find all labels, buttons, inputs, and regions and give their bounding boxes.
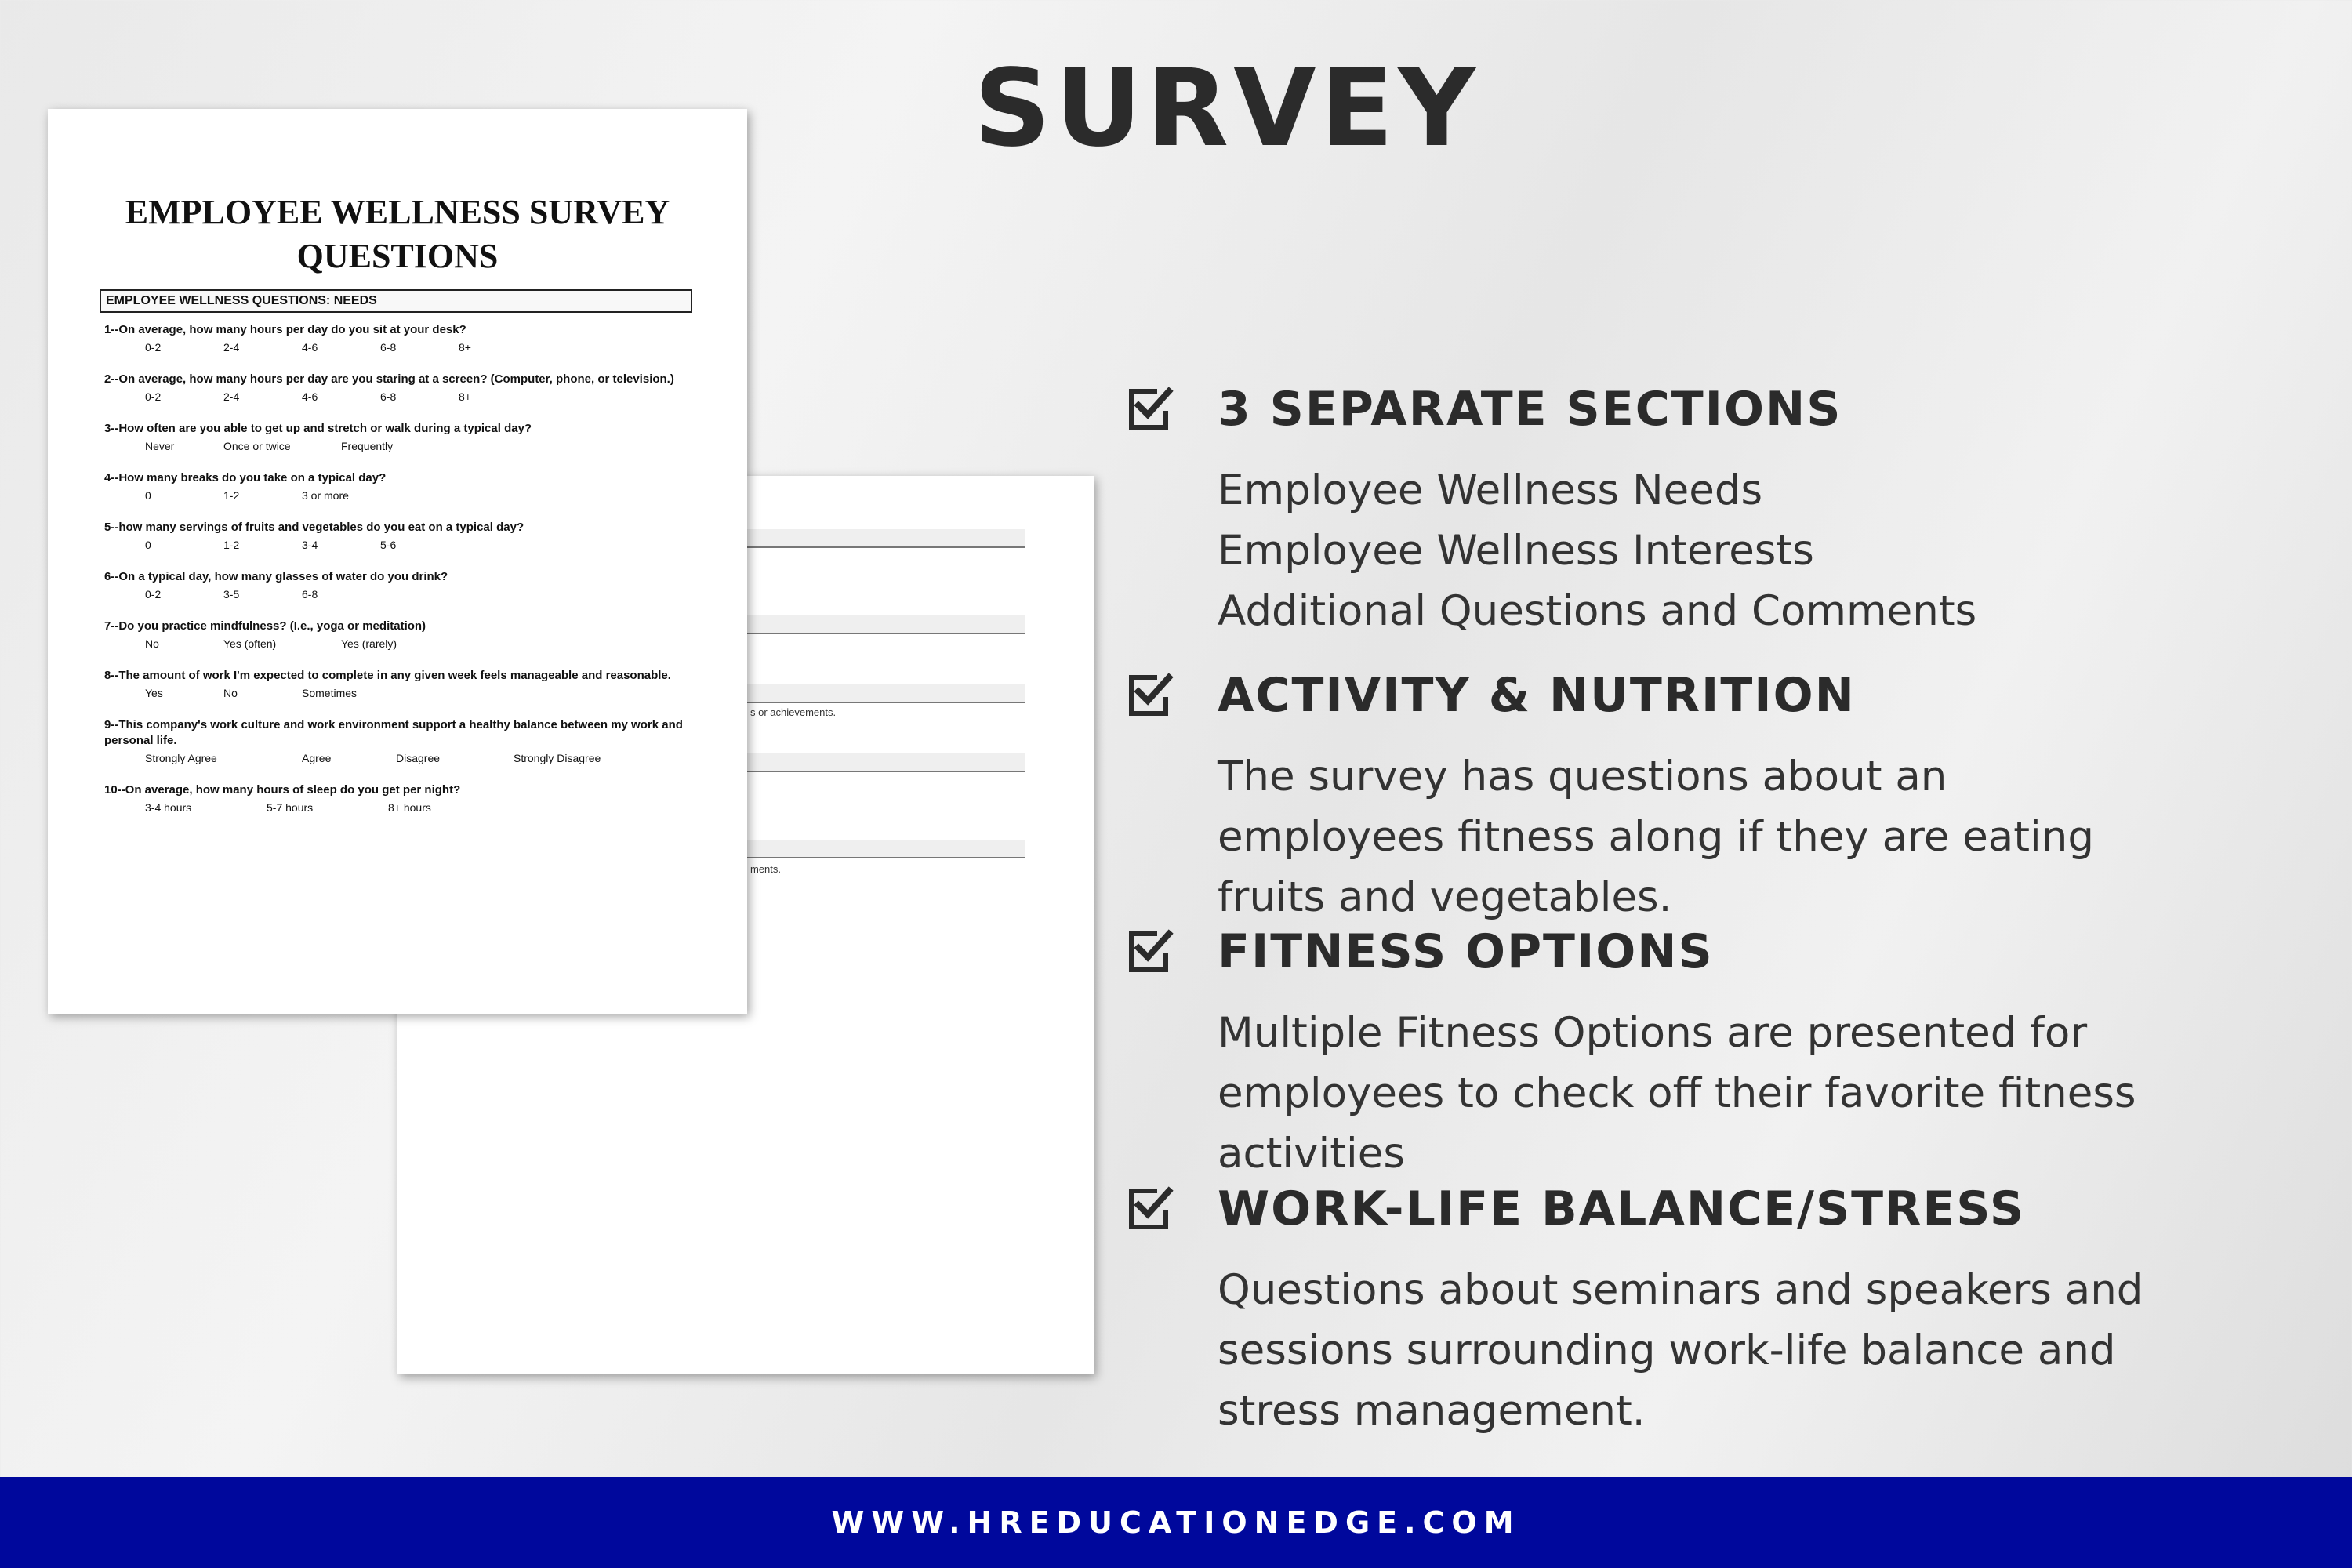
feature-description-line: employees fitness along if they are eating (1218, 813, 2095, 861)
website-url: WWW.HREDUCATIONEDGE.COM (831, 1505, 1521, 1540)
survey-question (104, 322, 700, 355)
answer-option: Strongly Disagree (514, 752, 601, 764)
feature-description-line: Employee Wellness Needs (1218, 466, 1763, 514)
answer-options (104, 636, 700, 652)
checkbox-checked-icon (1126, 927, 1174, 975)
survey-question (104, 372, 700, 405)
answer-option: 8+ (459, 390, 471, 403)
feature-title: 3 SEPARATE SECTIONS (1218, 382, 1842, 437)
feature-title: FITNESS OPTIONS (1218, 924, 1714, 979)
answer-option: 2-4 (223, 341, 240, 354)
answer-option: Sometimes (302, 687, 358, 699)
question-list (104, 322, 700, 832)
answer-option: Yes (often) (223, 637, 277, 650)
checkbox-checked-icon (1126, 1184, 1174, 1232)
feature-description-line: Questions about seminars and speakers and (1218, 1266, 2143, 1314)
feature-description-line: stress management. (1218, 1387, 1646, 1435)
survey-question (104, 717, 700, 766)
feature-description-line: Employee Wellness Interests (1218, 527, 1814, 575)
answer-option: 3 or more (302, 489, 349, 502)
answer-option: 5-6 (380, 539, 397, 551)
question-text: 6--On a typical day, how many glasses of water do you drink? (104, 570, 448, 583)
checkbox-checked-icon (1126, 670, 1174, 719)
answer-option: 1-2 (223, 489, 240, 502)
feature-title: WORK-LIFE BALANCE/STRESS (1218, 1181, 2026, 1236)
question-text: 3--How often are you able to get up and stretch or walk during a typical day? (104, 422, 532, 435)
question-text: 8--The amount of work I'm expected to complete in any given week feels manageable and reasonable. (104, 669, 671, 682)
answer-option: Frequently (341, 440, 394, 452)
answer-option: Yes (rarely) (341, 637, 397, 650)
survey-question (104, 569, 700, 602)
answer-option: Once or twice (223, 440, 291, 452)
answer-options (104, 800, 700, 815)
question-text: 4--How many breaks do you take on a typical day? (104, 471, 387, 485)
answer-options (104, 537, 700, 553)
answer-option: Strongly Agree (145, 752, 217, 764)
feature-description-line: fruits and vegetables. (1218, 873, 1672, 921)
answer-option: 0-2 (145, 588, 162, 601)
feature-description (1218, 1003, 2252, 1184)
survey-question (104, 470, 700, 503)
question-text: 10--On average, how many hours of sleep do you get per night? (104, 783, 461, 797)
answer-option: 3-4 (302, 539, 318, 551)
answer-option: 1-2 (223, 539, 240, 551)
answer-option: 6-8 (380, 390, 397, 403)
answer-option: 4-6 (302, 341, 318, 354)
survey-question (104, 520, 700, 553)
feature-description (1218, 460, 2252, 641)
survey-question (104, 619, 700, 652)
feature-description-line: Additional Questions and Comments (1218, 587, 1977, 635)
feature-description-line: Multiple Fitness Options are presented for (1218, 1009, 2088, 1057)
answer-option: 8+ (459, 341, 471, 354)
back-page-text-fragment: s or achievements. (750, 706, 837, 718)
survey-page-front (48, 109, 747, 1014)
answer-options (104, 586, 700, 602)
answer-option: 5-7 hours (267, 801, 314, 814)
question-text: 1--On average, how many hours per day do you sit at your desk? (104, 323, 466, 336)
answer-option: No (223, 687, 238, 699)
feature-title: ACTIVITY & NUTRITION (1218, 668, 1856, 723)
answer-option: 0-2 (145, 390, 162, 403)
answer-options (104, 685, 700, 701)
answer-option: 6-8 (380, 341, 397, 354)
answer-options (104, 488, 700, 503)
answer-option: 3-4 hours (145, 801, 192, 814)
question-text: 5--how many servings of fruits and vegetables do you eat on a typical day? (104, 521, 524, 534)
footer-bar (0, 1477, 2352, 1568)
feature-description (1218, 746, 2252, 927)
answer-option: 0 (145, 489, 151, 502)
question-text: 2--On average, how many hours per day are you staring at a screen? (Computer, phone, or television.) (104, 372, 674, 386)
answer-option: 4-6 (302, 390, 318, 403)
answer-option: 0-2 (145, 341, 162, 354)
back-page-text-fragment: ments. (750, 863, 782, 875)
answer-options (104, 339, 700, 355)
answer-option: 6-8 (302, 588, 318, 601)
feature-description (1218, 1260, 2252, 1441)
document-title (48, 191, 747, 278)
question-text: 9--This company's work culture and work environment support a healthy balance between my work and personal life. (104, 718, 683, 747)
answer-option: Yes (145, 687, 163, 699)
answer-option: 3-5 (223, 588, 240, 601)
answer-option: Never (145, 440, 175, 452)
checkbox-checked-icon (1126, 384, 1174, 433)
answer-option: Disagree (396, 752, 441, 764)
answer-options (104, 438, 700, 454)
answer-option: 8+ hours (388, 801, 431, 814)
answer-options (104, 389, 700, 405)
feature-description-line: The survey has questions about an (1218, 753, 1947, 800)
survey-question (104, 668, 700, 701)
survey-question (104, 421, 700, 454)
document-title-line: QUESTIONS (296, 237, 499, 275)
section-header: EMPLOYEE WELLNESS QUESTIONS: NEEDS (100, 289, 692, 313)
answer-option: 2-4 (223, 390, 240, 403)
answer-option: 0 (145, 539, 151, 551)
feature-description-line: employees to check off their favorite fitness (1218, 1069, 2136, 1117)
survey-question (104, 782, 700, 815)
page-title: SURVEY (974, 47, 1480, 171)
document-title-line: EMPLOYEE WELLNESS SURVEY (125, 193, 670, 231)
answer-option: Agree (302, 752, 332, 764)
feature-description-line: activities (1218, 1130, 1405, 1178)
answer-option: No (145, 637, 159, 650)
answer-options (104, 750, 700, 766)
feature-description-line: sessions surrounding work-life balance and (1218, 1327, 2116, 1374)
question-text: 7--Do you practice mindfulness? (I.e., yoga or meditation) (104, 619, 426, 633)
